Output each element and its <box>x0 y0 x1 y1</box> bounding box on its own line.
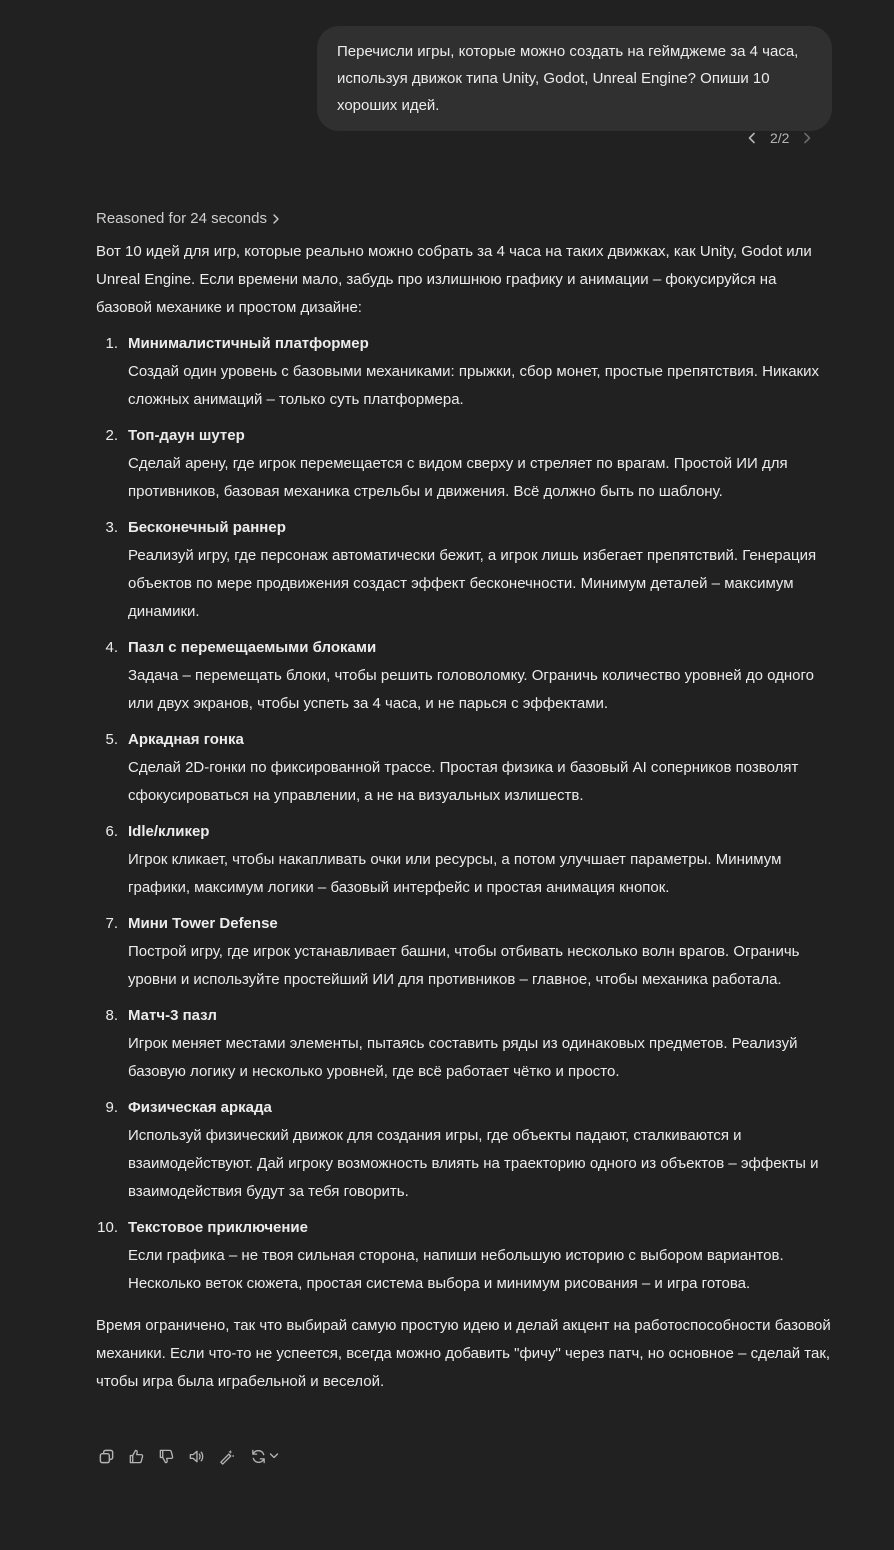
pager-label: 2/2 <box>770 130 790 146</box>
bad-response-button[interactable] <box>156 1446 176 1466</box>
thumbs-down-icon <box>158 1448 175 1465</box>
response-pager <box>744 127 815 149</box>
item-number: 2. <box>105 427 118 444</box>
reasoning-label: Reasoned for 24 seconds <box>96 210 267 227</box>
item-description: Реализуй игру, где персонаж автоматически бежит, а игрок лишь избегает препятствий. Генерация объектов по мере продвижения создаст эффект бесконечности. Минимум деталей – максимум динамики. <box>128 547 817 620</box>
list-item <box>96 422 836 506</box>
item-title: Бесконечный раннер <box>128 519 286 536</box>
edit-in-canvas-button[interactable] <box>216 1446 236 1466</box>
item-description: Игрок меняет местами элементы, пытаясь составить ряды из одинаковых предметов. Реализуй базовую логику и несколько уровней, где всё работает чётко и просто. <box>128 1035 798 1080</box>
item-title: Топ-даун шутер <box>128 427 245 444</box>
item-description: Игрок кликает, чтобы накапливать очки или ресурсы, а потом улучшает параметры. Минимум графики, максимум логики – базовый интерфейс и простая анимация кнопок. <box>128 851 782 896</box>
item-title: Idle/кликер <box>128 823 210 840</box>
item-number: 10. <box>97 1219 118 1236</box>
item-description: Используй физический движок для создания игры, где объекты падают, сталкиваются и взаимодействуют. Дай игроку возможность влиять на траекторию одного из объектов – эффекты и взаимодействия будут за тебя говорить. <box>128 1127 819 1200</box>
response-actions <box>96 1446 282 1466</box>
assistant-response <box>96 238 836 1396</box>
copy-button[interactable] <box>96 1446 116 1466</box>
regenerate-icon <box>250 1448 267 1465</box>
list-item <box>96 1214 836 1298</box>
item-number: 7. <box>105 915 118 932</box>
chevron-right-icon <box>271 214 281 224</box>
user-message-text: Перечисли игры, которые можно создать на геймджеме за 4 часа, используя движок типа Unity, Godot, Unreal Engine? Опиши 10 хороших идей. <box>337 43 799 114</box>
item-description: Сделай 2D-гонки по фиксированной трассе. Простая физика и базовый AI соперников позволят сфокусироваться на управлении, а не на визуальных излишеств. <box>128 759 799 804</box>
item-title: Пазл с перемещаемыми блоками <box>128 639 377 656</box>
chevron-down-icon <box>269 1451 279 1461</box>
item-number: 4. <box>105 639 118 656</box>
item-title: Минималистичный платформер <box>128 335 369 352</box>
item-title: Матч-3 пазл <box>128 1007 217 1024</box>
user-message-bubble <box>317 26 832 131</box>
copy-icon <box>98 1448 115 1465</box>
list-item <box>96 1002 836 1086</box>
item-description: Создай один уровень с базовыми механиками: прыжки, сбор монет, простые препятствия. Никаких сложных анимаций – только суть платформера. <box>128 363 819 408</box>
item-description: Сделай арену, где игрок перемещается с видом сверху и стреляет по врагам. Простой ИИ для противников, базовая механика стрельбы и движения. Всё должно быть по шаблону. <box>128 455 788 500</box>
item-title: Мини Tower Defense <box>128 915 278 932</box>
list-item <box>96 1094 836 1206</box>
regenerate-button[interactable] <box>246 1446 282 1466</box>
item-description: Задача – перемещать блоки, чтобы решить головоломку. Ограничь количество уровней до одного или двух экранов, чтобы успеть за 4 часа, и не парься с эффектами. <box>128 667 814 712</box>
speaker-icon <box>188 1448 205 1465</box>
response-intro: Вот 10 идей для игр, которые реально можно собрать за 4 часа на таких движках, как Unity, Godot или Unreal Engine. Если времени мало, забудь про излишнюю графику и анимации – фокусируйся на базовой механике и простом дизайне: <box>96 243 812 316</box>
list-item <box>96 818 836 902</box>
next-response-button[interactable] <box>799 130 815 146</box>
list-item <box>96 726 836 810</box>
item-number: 3. <box>105 519 118 536</box>
previous-response-button[interactable] <box>744 130 760 146</box>
list-item <box>96 330 836 414</box>
item-title: Текстовое приключение <box>128 1219 308 1236</box>
item-number: 6. <box>105 823 118 840</box>
read-aloud-button[interactable] <box>186 1446 206 1466</box>
list-item <box>96 910 836 994</box>
reasoning-toggle[interactable] <box>96 208 281 230</box>
item-title: Физическая аркада <box>128 1099 272 1116</box>
good-response-button[interactable] <box>126 1446 146 1466</box>
item-number: 5. <box>105 731 118 748</box>
chevron-right-icon <box>801 132 813 144</box>
list-item <box>96 514 836 626</box>
item-number: 9. <box>105 1099 118 1116</box>
edit-canvas-icon <box>218 1448 235 1465</box>
item-number: 8. <box>105 1007 118 1024</box>
thumbs-up-icon <box>128 1448 145 1465</box>
item-number: 1. <box>105 335 118 352</box>
ideas-list <box>96 330 836 1298</box>
item-description: Если графика – не твоя сильная сторона, напиши небольшую историю с выбором вариантов. Несколько веток сюжета, простая система выбора и минимум рисования – и игра готова. <box>128 1247 784 1292</box>
item-description: Построй игру, где игрок устанавливает башни, чтобы отбивать несколько волн врагов. Ограничь уровни и используйте простейший ИИ для противников – главное, чтобы механика работала. <box>128 943 800 988</box>
list-item <box>96 634 836 718</box>
item-title: Аркадная гонка <box>128 731 244 748</box>
response-outro: Время ограничено, так что выбирай самую простую идею и делай акцент на работоспособности базовой механики. Если что-то не успеется, всегда можно добавить "фичу" через патч, но основное – сделай так, чтобы игра была играбельной и веселой. <box>96 1317 831 1390</box>
chevron-left-icon <box>746 132 758 144</box>
